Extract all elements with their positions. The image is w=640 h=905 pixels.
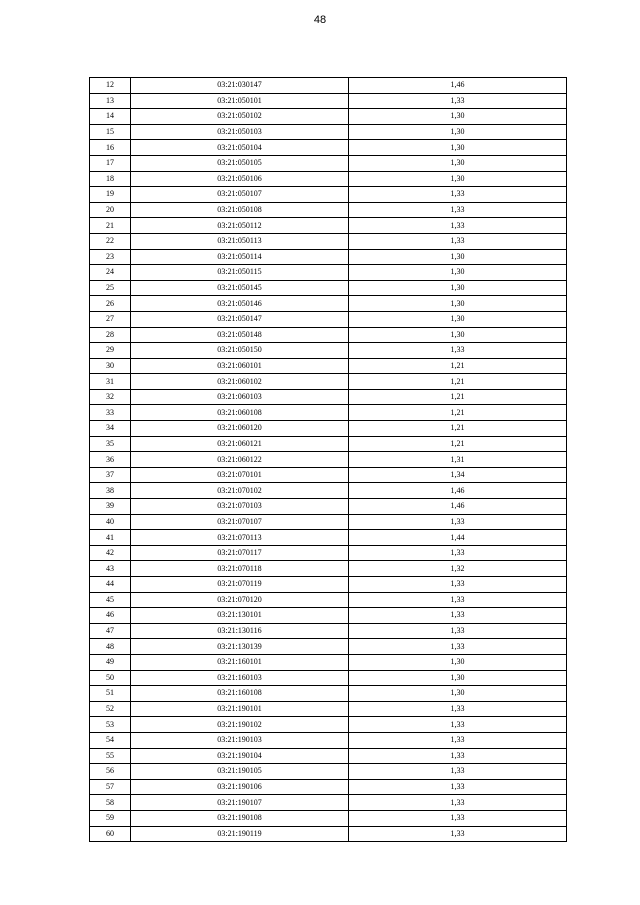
value-cell: 1,30 xyxy=(349,296,567,312)
row-number-cell: 44 xyxy=(90,577,131,593)
value-cell: 1,33 xyxy=(349,202,567,218)
value-cell: 1,33 xyxy=(349,233,567,249)
row-number-cell: 50 xyxy=(90,670,131,686)
row-number-cell: 14 xyxy=(90,109,131,125)
value-cell: 1,30 xyxy=(349,670,567,686)
value-cell: 1,30 xyxy=(349,327,567,343)
value-cell: 1,33 xyxy=(349,826,567,842)
value-cell: 1,21 xyxy=(349,421,567,437)
row-number-cell: 57 xyxy=(90,779,131,795)
row-number-cell: 52 xyxy=(90,701,131,717)
value-cell: 1,30 xyxy=(349,265,567,281)
value-cell: 1,21 xyxy=(349,389,567,405)
table-row xyxy=(90,654,567,670)
cadastral-number-cell: 03:21:060121 xyxy=(131,436,349,452)
cadastral-number-cell: 03:21:070117 xyxy=(131,545,349,561)
table-row xyxy=(90,249,567,265)
table-row xyxy=(90,514,567,530)
cadastral-number-cell: 03:21:190104 xyxy=(131,748,349,764)
row-number-cell: 47 xyxy=(90,623,131,639)
table-row xyxy=(90,639,567,655)
value-cell: 1,33 xyxy=(349,717,567,733)
cadastral-number-cell: 03:21:130101 xyxy=(131,608,349,624)
table-row xyxy=(90,561,567,577)
table-row xyxy=(90,436,567,452)
cadastral-number-cell: 03:21:190108 xyxy=(131,810,349,826)
value-cell: 1,30 xyxy=(349,124,567,140)
cadastral-number-cell: 03:21:070107 xyxy=(131,514,349,530)
value-cell: 1,33 xyxy=(349,701,567,717)
row-number-cell: 15 xyxy=(90,124,131,140)
row-number-cell: 19 xyxy=(90,187,131,203)
page-number: 48 xyxy=(313,14,327,26)
cadastral-number-cell: 03:21:190106 xyxy=(131,779,349,795)
row-number-cell: 18 xyxy=(90,171,131,187)
table-row xyxy=(90,343,567,359)
table-row xyxy=(90,467,567,483)
row-number-cell: 40 xyxy=(90,514,131,530)
table-row xyxy=(90,717,567,733)
table-row xyxy=(90,109,567,125)
value-cell: 1,31 xyxy=(349,452,567,468)
table-row xyxy=(90,78,567,94)
table-row xyxy=(90,405,567,421)
table-row xyxy=(90,421,567,437)
value-cell: 1,30 xyxy=(349,280,567,296)
value-cell: 1,46 xyxy=(349,483,567,499)
row-number-cell: 46 xyxy=(90,608,131,624)
table-body xyxy=(90,78,567,842)
value-cell: 1,34 xyxy=(349,467,567,483)
row-number-cell: 55 xyxy=(90,748,131,764)
table-row xyxy=(90,93,567,109)
cadastral-number-cell: 03:21:050147 xyxy=(131,311,349,327)
row-number-cell: 36 xyxy=(90,452,131,468)
cadastral-number-cell: 03:21:050103 xyxy=(131,124,349,140)
value-cell: 1,32 xyxy=(349,561,567,577)
row-number-cell: 27 xyxy=(90,311,131,327)
table-row xyxy=(90,358,567,374)
row-number-cell: 31 xyxy=(90,374,131,390)
row-number-cell: 59 xyxy=(90,810,131,826)
table-row xyxy=(90,608,567,624)
table-row xyxy=(90,389,567,405)
cadastral-number-cell: 03:21:060102 xyxy=(131,374,349,390)
cadastral-number-cell: 03:21:050107 xyxy=(131,187,349,203)
row-number-cell: 22 xyxy=(90,233,131,249)
cadastral-number-cell: 03:21:070118 xyxy=(131,561,349,577)
value-cell: 1,33 xyxy=(349,748,567,764)
cadastral-number-cell: 03:21:050113 xyxy=(131,233,349,249)
value-cell: 1,33 xyxy=(349,810,567,826)
table-row xyxy=(90,187,567,203)
value-cell: 1,33 xyxy=(349,592,567,608)
table-row xyxy=(90,155,567,171)
cadastral-number-cell: 03:21:190101 xyxy=(131,701,349,717)
cadastral-number-cell: 03:21:050148 xyxy=(131,327,349,343)
cadastral-number-cell: 03:21:060108 xyxy=(131,405,349,421)
row-number-cell: 54 xyxy=(90,732,131,748)
table-row xyxy=(90,732,567,748)
table-row xyxy=(90,779,567,795)
value-cell: 1,33 xyxy=(349,732,567,748)
table-row xyxy=(90,280,567,296)
value-cell: 1,33 xyxy=(349,343,567,359)
row-number-cell: 60 xyxy=(90,826,131,842)
row-number-cell: 33 xyxy=(90,405,131,421)
row-number-cell: 53 xyxy=(90,717,131,733)
table-row xyxy=(90,748,567,764)
value-cell: 1,30 xyxy=(349,249,567,265)
table-row xyxy=(90,140,567,156)
cadastral-number-cell: 03:21:050112 xyxy=(131,218,349,234)
cadastral-number-cell: 03:21:070103 xyxy=(131,499,349,515)
row-number-cell: 43 xyxy=(90,561,131,577)
table-row xyxy=(90,265,567,281)
cadastral-number-cell: 03:21:050102 xyxy=(131,109,349,125)
table-row xyxy=(90,795,567,811)
cadastral-number-cell: 03:21:050104 xyxy=(131,140,349,156)
table-row xyxy=(90,592,567,608)
row-number-cell: 28 xyxy=(90,327,131,343)
row-number-cell: 35 xyxy=(90,436,131,452)
cadastral-number-cell: 03:21:050150 xyxy=(131,343,349,359)
cadastral-number-cell: 03:21:050115 xyxy=(131,265,349,281)
table-row xyxy=(90,764,567,780)
table-row xyxy=(90,218,567,234)
row-number-cell: 58 xyxy=(90,795,131,811)
value-cell: 1,33 xyxy=(349,218,567,234)
cadastral-number-cell: 03:21:190119 xyxy=(131,826,349,842)
cadastral-number-cell: 03:21:050145 xyxy=(131,280,349,296)
table-row xyxy=(90,124,567,140)
cadastral-number-cell: 03:21:190105 xyxy=(131,764,349,780)
table-row xyxy=(90,327,567,343)
table-row xyxy=(90,374,567,390)
value-cell: 1,21 xyxy=(349,358,567,374)
value-cell: 1,46 xyxy=(349,499,567,515)
table-row xyxy=(90,499,567,515)
value-cell: 1,30 xyxy=(349,654,567,670)
value-cell: 1,30 xyxy=(349,686,567,702)
cadastral-number-cell: 03:21:060103 xyxy=(131,389,349,405)
row-number-cell: 16 xyxy=(90,140,131,156)
value-cell: 1,30 xyxy=(349,109,567,125)
value-cell: 1,44 xyxy=(349,530,567,546)
table-row xyxy=(90,296,567,312)
table-row xyxy=(90,233,567,249)
table-row xyxy=(90,577,567,593)
row-number-cell: 51 xyxy=(90,686,131,702)
value-cell: 1,21 xyxy=(349,374,567,390)
cadastral-number-cell: 03:21:050114 xyxy=(131,249,349,265)
value-cell: 1,30 xyxy=(349,140,567,156)
cadastral-number-cell: 03:21:070102 xyxy=(131,483,349,499)
cadastral-number-cell: 03:21:160103 xyxy=(131,670,349,686)
table-row xyxy=(90,670,567,686)
row-number-cell: 29 xyxy=(90,343,131,359)
row-number-cell: 42 xyxy=(90,545,131,561)
value-cell: 1,33 xyxy=(349,779,567,795)
cadastral-number-cell: 03:21:060122 xyxy=(131,452,349,468)
cadastral-number-cell: 03:21:130139 xyxy=(131,639,349,655)
value-cell: 1,33 xyxy=(349,623,567,639)
row-number-cell: 20 xyxy=(90,202,131,218)
value-cell: 1,33 xyxy=(349,577,567,593)
cadastral-number-cell: 03:21:190102 xyxy=(131,717,349,733)
row-number-cell: 45 xyxy=(90,592,131,608)
table-row xyxy=(90,686,567,702)
cadastral-number-cell: 03:21:190107 xyxy=(131,795,349,811)
cadastral-number-cell: 03:21:030147 xyxy=(131,78,349,94)
value-cell: 1,33 xyxy=(349,608,567,624)
cadastral-number-cell: 03:21:130116 xyxy=(131,623,349,639)
cadastral-number-cell: 03:21:050146 xyxy=(131,296,349,312)
table-row xyxy=(90,311,567,327)
cadastral-number-cell: 03:21:070120 xyxy=(131,592,349,608)
cadastral-number-cell: 03:21:050105 xyxy=(131,155,349,171)
row-number-cell: 37 xyxy=(90,467,131,483)
cadastral-number-cell: 03:21:050108 xyxy=(131,202,349,218)
cadastral-number-cell: 03:21:070113 xyxy=(131,530,349,546)
row-number-cell: 13 xyxy=(90,93,131,109)
table-row xyxy=(90,701,567,717)
row-number-cell: 17 xyxy=(90,155,131,171)
value-cell: 1,33 xyxy=(349,764,567,780)
cadastral-number-cell: 03:21:050106 xyxy=(131,171,349,187)
value-cell: 1,21 xyxy=(349,436,567,452)
row-number-cell: 34 xyxy=(90,421,131,437)
table-row xyxy=(90,202,567,218)
value-cell: 1,46 xyxy=(349,78,567,94)
row-number-cell: 25 xyxy=(90,280,131,296)
value-cell: 1,30 xyxy=(349,311,567,327)
cadastral-number-cell: 03:21:190103 xyxy=(131,732,349,748)
cadastral-number-cell: 03:21:060101 xyxy=(131,358,349,374)
row-number-cell: 23 xyxy=(90,249,131,265)
cadastral-number-cell: 03:21:050101 xyxy=(131,93,349,109)
cadastral-number-cell: 03:21:160108 xyxy=(131,686,349,702)
value-cell: 1,33 xyxy=(349,639,567,655)
table-row xyxy=(90,530,567,546)
table-row xyxy=(90,452,567,468)
table-row xyxy=(90,826,567,842)
data-table xyxy=(89,77,567,842)
table-row xyxy=(90,545,567,561)
row-number-cell: 26 xyxy=(90,296,131,312)
row-number-cell: 21 xyxy=(90,218,131,234)
row-number-cell: 38 xyxy=(90,483,131,499)
row-number-cell: 24 xyxy=(90,265,131,281)
value-cell: 1,21 xyxy=(349,405,567,421)
value-cell: 1,33 xyxy=(349,187,567,203)
table-row xyxy=(90,171,567,187)
row-number-cell: 39 xyxy=(90,499,131,515)
value-cell: 1,33 xyxy=(349,93,567,109)
row-number-cell: 49 xyxy=(90,654,131,670)
table-row xyxy=(90,483,567,499)
row-number-cell: 41 xyxy=(90,530,131,546)
cadastral-number-cell: 03:21:060120 xyxy=(131,421,349,437)
row-number-cell: 12 xyxy=(90,78,131,94)
value-cell: 1,33 xyxy=(349,545,567,561)
value-cell: 1,30 xyxy=(349,155,567,171)
value-cell: 1,30 xyxy=(349,171,567,187)
table-row xyxy=(90,810,567,826)
row-number-cell: 30 xyxy=(90,358,131,374)
row-number-cell: 48 xyxy=(90,639,131,655)
value-cell: 1,33 xyxy=(349,795,567,811)
cadastral-number-cell: 03:21:070119 xyxy=(131,577,349,593)
row-number-cell: 32 xyxy=(90,389,131,405)
row-number-cell: 56 xyxy=(90,764,131,780)
table-row xyxy=(90,623,567,639)
cadastral-number-cell: 03:21:070101 xyxy=(131,467,349,483)
cadastral-number-cell: 03:21:160101 xyxy=(131,654,349,670)
value-cell: 1,33 xyxy=(349,514,567,530)
